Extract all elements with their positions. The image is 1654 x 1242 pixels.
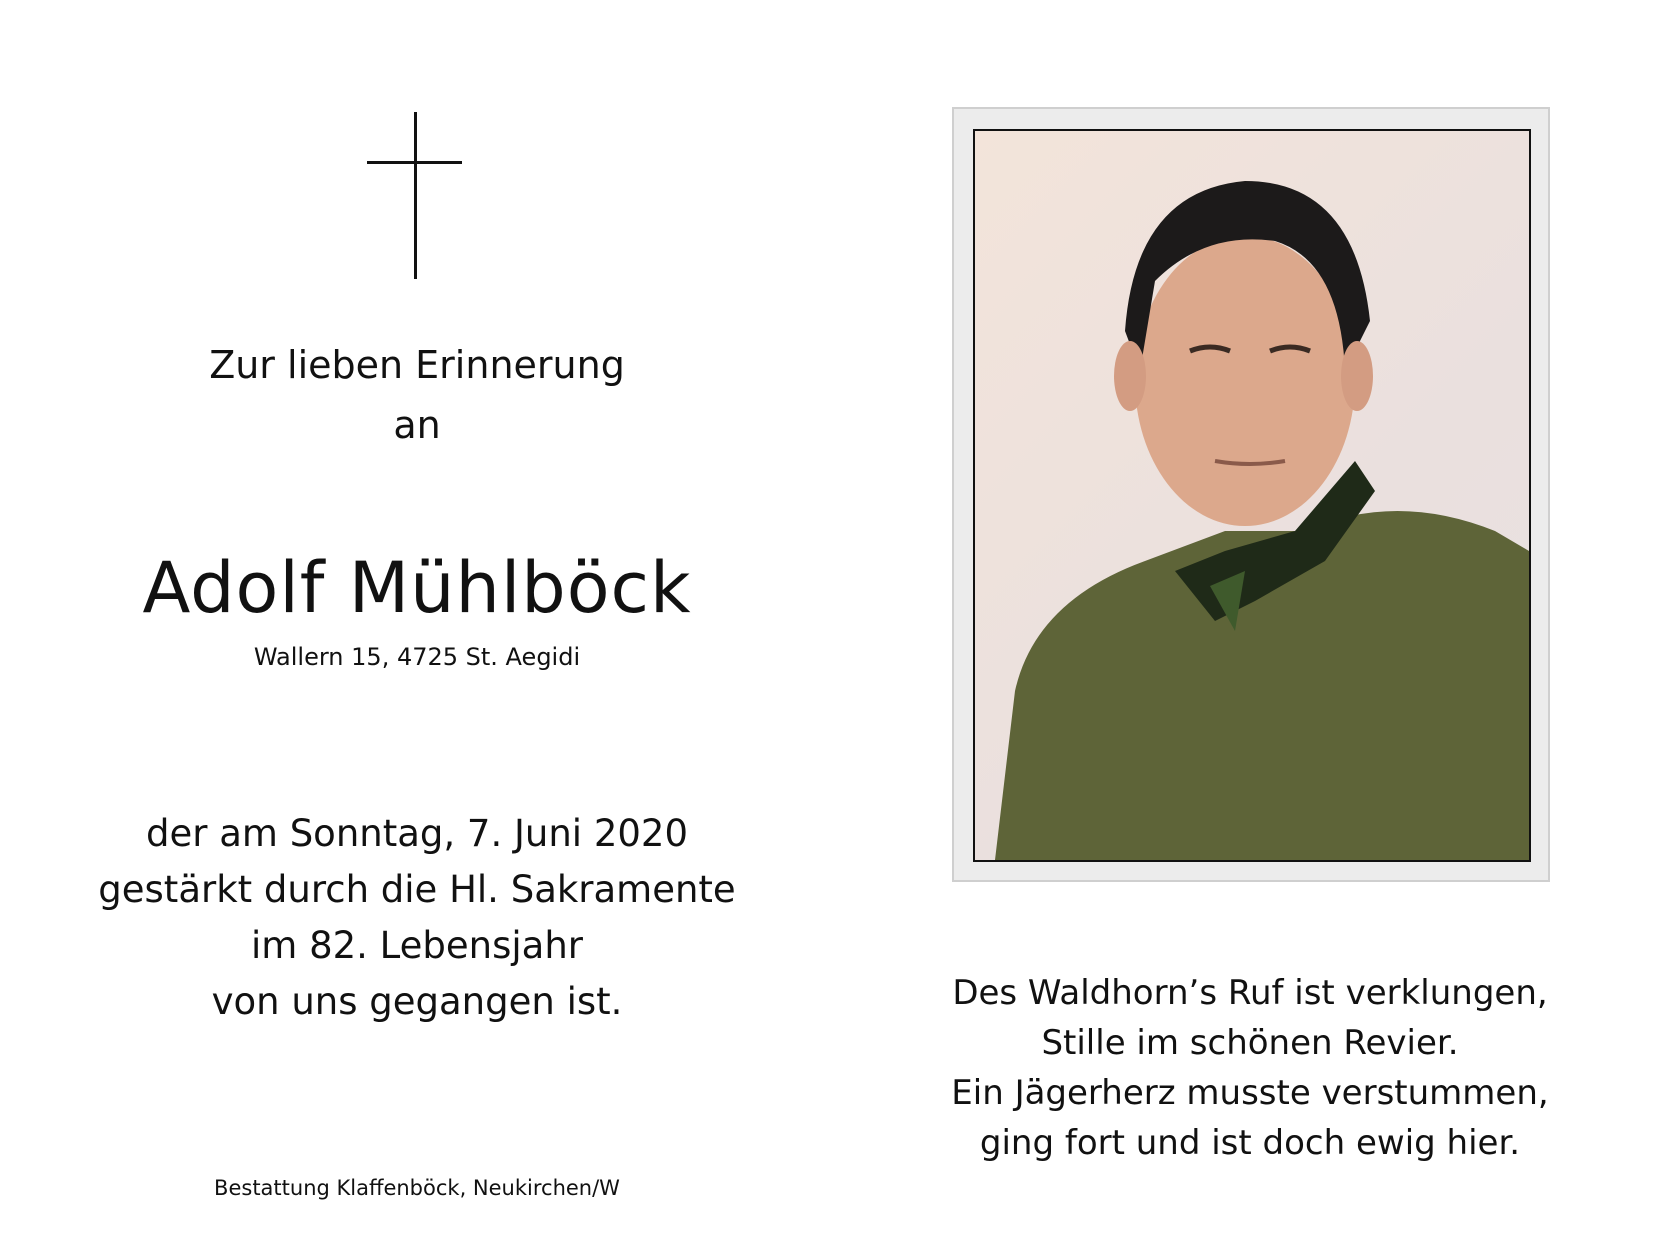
- death-notice-text: [0, 806, 834, 1030]
- poem-line: Ein Jägerherz musste verstummen,: [951, 1073, 1549, 1113]
- intro-line: an: [393, 403, 441, 447]
- notice-line: der am Sonntag, 7. Juni 2020: [146, 812, 688, 855]
- deceased-address: Wallern 15, 4725 St. Aegidi: [253, 643, 581, 671]
- intro-line: Zur lieben Erinnerung: [209, 343, 625, 387]
- poem-line: Des Waldhorn’s Ruf ist verklungen,: [952, 973, 1548, 1013]
- cross-horizontal: [367, 161, 462, 164]
- notice-line: gestärkt durch die Hl. Sakramente: [98, 868, 736, 911]
- portrait-image: [975, 131, 1529, 860]
- notice-line: im 82. Lebensjahr: [250, 924, 583, 967]
- intro-text: [0, 335, 834, 455]
- portrait-frame: [952, 107, 1550, 882]
- funeral-home: Bestattung Klaffenböck, Neukirchen/W: [214, 1176, 620, 1200]
- portrait-photo: [973, 129, 1531, 862]
- poem: [920, 968, 1580, 1168]
- notice-line: von uns gegangen ist.: [211, 980, 623, 1023]
- poem-line: ging fort und ist doch ewig hier.: [979, 1123, 1521, 1163]
- cross-vertical: [414, 112, 417, 279]
- deceased-name: Adolf Mühlböck: [142, 547, 692, 629]
- poem-line: Stille im schönen Revier.: [1041, 1023, 1459, 1063]
